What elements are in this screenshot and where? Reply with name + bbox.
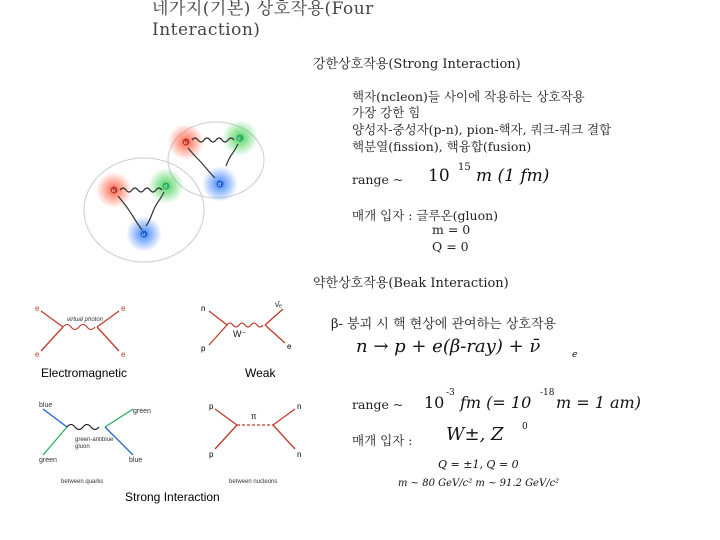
weak-mediators: W±, Z bbox=[446, 424, 504, 445]
em-e1: e bbox=[35, 304, 40, 313]
weak-range-exp1: -3 bbox=[446, 388, 455, 398]
between-nucleons: between nucleons bbox=[229, 479, 278, 485]
weak-range-label: range ~ bbox=[352, 397, 404, 412]
weak-mediator-label: 매개 입자 : bbox=[352, 433, 413, 448]
strong-heading: 강한상호작용(Strong Interaction) bbox=[313, 57, 521, 72]
strong-line-4: 핵분열(fission), 핵융합(fusion) bbox=[352, 139, 532, 154]
slide-title-line1: 네가지(기본) 상호작용(Four bbox=[152, 0, 374, 19]
quark-label-5: d bbox=[218, 182, 221, 188]
em-e2: e bbox=[35, 350, 40, 359]
strong-n1: n bbox=[297, 402, 302, 411]
weak-range-end: m = 1 am) bbox=[556, 393, 641, 412]
weak-range-mid: fm (= 10 bbox=[460, 393, 532, 412]
quark-green-bottom: green bbox=[39, 457, 57, 464]
strong-range-unit: m (1 fm) bbox=[476, 166, 550, 186]
weak-reaction-sub: e bbox=[572, 350, 578, 360]
pi-label: π bbox=[251, 412, 257, 421]
weak-range-base: 10 bbox=[424, 393, 445, 412]
quark-label-4: c bbox=[238, 136, 241, 142]
strong-p1: p bbox=[209, 402, 214, 411]
quark-label-1: u bbox=[184, 140, 187, 146]
weak-range-exp2: -18 bbox=[540, 388, 555, 398]
slide-title-line2: Interaction) bbox=[152, 20, 261, 40]
strong-line-1: 핵자(ncleon)들 사이에 작용하는 상호작용 bbox=[352, 89, 585, 104]
quark-label-2: u bbox=[112, 188, 115, 194]
weak-n: n bbox=[201, 304, 206, 313]
em-e3: e bbox=[121, 304, 126, 313]
quark-blue-top: blue bbox=[39, 402, 53, 409]
quark-green-top: green bbox=[133, 408, 151, 415]
strong-range-exp: 15 bbox=[458, 162, 471, 173]
strong-line-3: 양성자-중성자(p-n), pion-핵자, 쿼크-쿼크 결합 bbox=[352, 122, 612, 137]
weak-heading: 약한상호작용(Beak Interaction) bbox=[313, 276, 509, 291]
weak-reaction: n → p + e(β-ray) + ν̄ bbox=[356, 336, 541, 357]
em-label: Electromagnetic bbox=[41, 366, 128, 380]
strong-charge: Q = 0 bbox=[432, 239, 469, 254]
weak-label: Weak bbox=[245, 366, 276, 380]
weak-masses: m ~ 80 GeV/c² m ~ 91.2 GeV/c² bbox=[398, 478, 560, 489]
virtual-photon-label: virtual photon bbox=[67, 317, 104, 323]
strong-range-label: range ~ bbox=[352, 172, 404, 187]
weak-p: p bbox=[201, 344, 206, 353]
gluon-label: green-antiblue gluon bbox=[75, 437, 114, 450]
w-label: W⁻ bbox=[233, 329, 247, 339]
quark-diagram bbox=[48, 110, 284, 270]
strong-mediator: 매개 입자 : 글루온(gluon) bbox=[352, 208, 499, 223]
nu-label: ν̄ₑ bbox=[275, 300, 282, 309]
weak-charge: Q = ±1, Q = 0 bbox=[438, 458, 519, 471]
weak-beta-line: β- 붕괴 시 핵 현상에 관여하는 상호작용 bbox=[331, 317, 557, 332]
strong-p2: p bbox=[209, 450, 214, 459]
strong-line-2: 가장 강한 힘 bbox=[352, 105, 421, 120]
feynman-diagrams bbox=[33, 297, 325, 509]
strong-range-base: 10 bbox=[428, 166, 450, 186]
quark-label-3: d bbox=[164, 184, 167, 190]
quark-blue-bottom: blue bbox=[129, 457, 143, 464]
strong-n2: n bbox=[297, 450, 302, 459]
weak-mediator-z-exp: 0 bbox=[522, 422, 528, 432]
weak-e: e bbox=[287, 342, 292, 351]
strong-mass: m = 0 bbox=[432, 222, 471, 237]
strong-interaction-label: Strong Interaction bbox=[125, 490, 220, 504]
em-e4: e bbox=[121, 350, 126, 359]
between-quarks: between quarks bbox=[61, 479, 104, 485]
quark-label-6: u bbox=[142, 232, 145, 238]
